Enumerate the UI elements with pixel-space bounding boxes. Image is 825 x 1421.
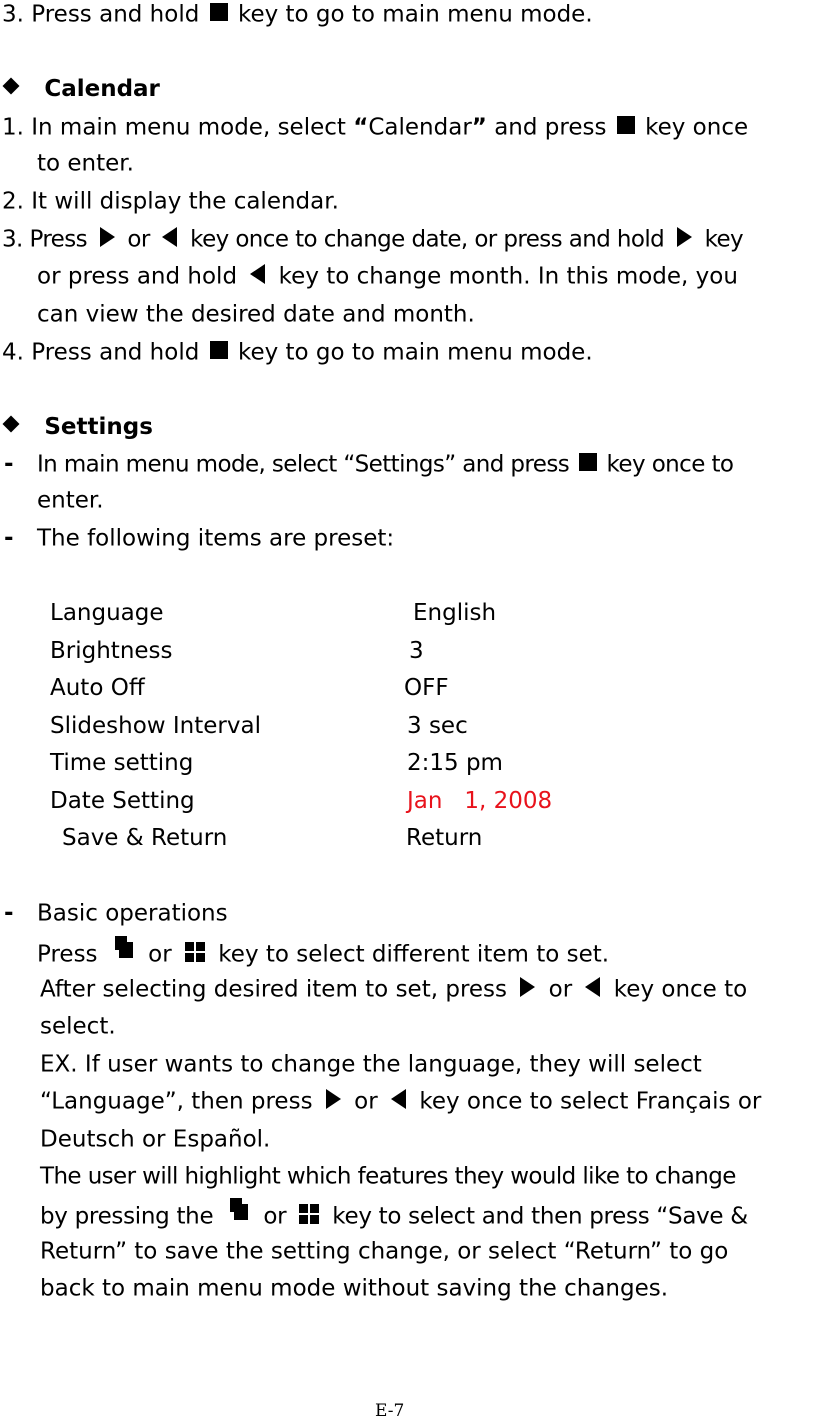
text: back to main menu mode without saving the changes. <box>40 1275 669 1302</box>
text: key <box>697 226 744 253</box>
text: 4. Press and hold <box>2 339 207 366</box>
diamond-bullet-icon <box>3 77 20 94</box>
basic-step-1 <box>37 940 609 969</box>
text: 3. Press <box>2 226 94 253</box>
preset-value: 3 <box>409 638 424 664</box>
quote: ” <box>471 114 487 141</box>
basic-step-2-cont <box>40 1012 116 1041</box>
text: key to select different item to set. <box>211 941 610 968</box>
text: key to go to main menu mode. <box>230 339 593 366</box>
text: EX. If user wants to change the language, they will select <box>40 1051 702 1078</box>
text: After selecting desired item to set, press <box>40 976 515 1003</box>
calendar-heading <box>2 74 160 103</box>
dash-bullet: - <box>4 451 14 477</box>
calendar-word: Calendar <box>368 114 472 141</box>
text: “Language”, then press <box>40 1088 320 1115</box>
right-arrow-icon <box>520 977 535 997</box>
preset-value: 3 sec <box>407 713 468 739</box>
text: key to change month. In this mode, you <box>271 263 738 290</box>
basic-step-2 <box>40 975 747 1004</box>
calendar-step-1 <box>2 113 748 142</box>
text: Basic operations <box>37 900 228 927</box>
basic-example-1 <box>40 1050 702 1079</box>
right-arrow-icon <box>326 1089 341 1109</box>
text: or <box>346 1088 386 1115</box>
calendar-step-3-cont <box>37 262 738 291</box>
preset-label: Save & Return <box>62 825 228 851</box>
preset-label: Slideshow Interval <box>50 713 261 739</box>
settings-heading <box>2 412 153 441</box>
text: key once to select Français or <box>412 1088 762 1115</box>
basic-operations-heading <box>37 899 228 928</box>
text: key once <box>637 114 749 141</box>
text: key once to <box>606 976 748 1003</box>
basic-note-3 <box>40 1237 728 1266</box>
calendar-step-3-cont2 <box>37 300 475 329</box>
left-arrow-icon <box>585 977 600 997</box>
grid-key-icon <box>185 942 205 962</box>
left-arrow-icon <box>250 264 265 284</box>
text: Return” to save the setting change, or select “Return” to go <box>40 1238 729 1265</box>
text: can view the desired date and month. <box>37 301 475 328</box>
calendar-step-2 <box>2 187 339 216</box>
preset-label: Time setting <box>50 750 194 776</box>
text: or <box>541 976 580 1003</box>
diamond-bullet-icon <box>3 415 20 432</box>
preset-label: Date Setting <box>50 788 195 814</box>
preset-value: OFF <box>404 675 449 701</box>
preset-label: Language <box>50 600 164 626</box>
square-key-icon <box>579 453 597 471</box>
preset-label: Brightness <box>50 638 173 664</box>
text: by pressing the <box>40 1203 221 1230</box>
text: key once to <box>599 451 734 478</box>
text: Deutsch or Español. <box>40 1126 271 1153</box>
right-arrow-icon <box>100 227 115 247</box>
text: The following items are preset: <box>37 525 395 552</box>
basic-note-4 <box>40 1274 668 1303</box>
settings-step-1 <box>37 450 733 479</box>
intro-step-3 <box>2 0 593 29</box>
calendar-step-3 <box>2 225 743 254</box>
text: enter. <box>37 487 104 514</box>
left-arrow-icon <box>162 227 177 247</box>
text: In main menu mode, select “Settings” and press <box>37 451 576 478</box>
text: or <box>256 1203 294 1230</box>
text: or <box>140 941 179 968</box>
text: Press <box>37 941 105 968</box>
text: or <box>120 226 157 253</box>
preset-label: Auto Off <box>50 675 145 701</box>
right-arrow-icon <box>677 227 692 247</box>
calendar-title: Calendar <box>44 75 160 102</box>
text: key to select and then press “Save & <box>325 1203 748 1230</box>
square-key-icon <box>210 3 228 21</box>
square-key-icon <box>210 341 228 359</box>
preset-value: English <box>413 600 497 626</box>
calendar-step-4 <box>2 338 593 367</box>
text: or press and hold <box>37 263 245 290</box>
preset-value: 2:15 pm <box>407 750 503 776</box>
square-key-icon <box>617 116 635 134</box>
text: The user will highlight which features they would like to change <box>40 1163 736 1190</box>
dash-bullet: - <box>4 525 14 551</box>
calendar-step-1-cont <box>37 149 134 178</box>
text: 2. It will display the calendar. <box>2 188 339 215</box>
grid-key-icon <box>299 1204 319 1224</box>
preset-value-highlighted: Jan 1, 2008 <box>407 788 553 814</box>
text: key to go to main menu mode. <box>230 1 593 28</box>
text: key once to change date, or press and hold <box>183 226 671 253</box>
text: 1. In main menu mode, select <box>2 114 354 141</box>
settings-title: Settings <box>44 413 153 440</box>
settings-step-2 <box>37 524 394 553</box>
settings-step-1-cont <box>37 486 104 515</box>
text: 3. Press and hold <box>2 1 207 28</box>
stack-key-icon <box>226 1198 250 1224</box>
dash-bullet: - <box>4 900 14 926</box>
basic-note-1 <box>40 1162 736 1191</box>
page-number: E-7 <box>375 1401 405 1421</box>
quote: “ <box>353 114 369 141</box>
preset-value: Return <box>406 825 483 851</box>
text: to enter. <box>37 150 134 177</box>
text: and press <box>486 114 614 141</box>
stack-key-icon <box>111 936 135 962</box>
basic-example-3 <box>40 1125 270 1154</box>
basic-note-2 <box>40 1202 748 1231</box>
left-arrow-icon <box>391 1089 406 1109</box>
basic-example-2 <box>40 1087 761 1116</box>
text: select. <box>40 1013 116 1040</box>
